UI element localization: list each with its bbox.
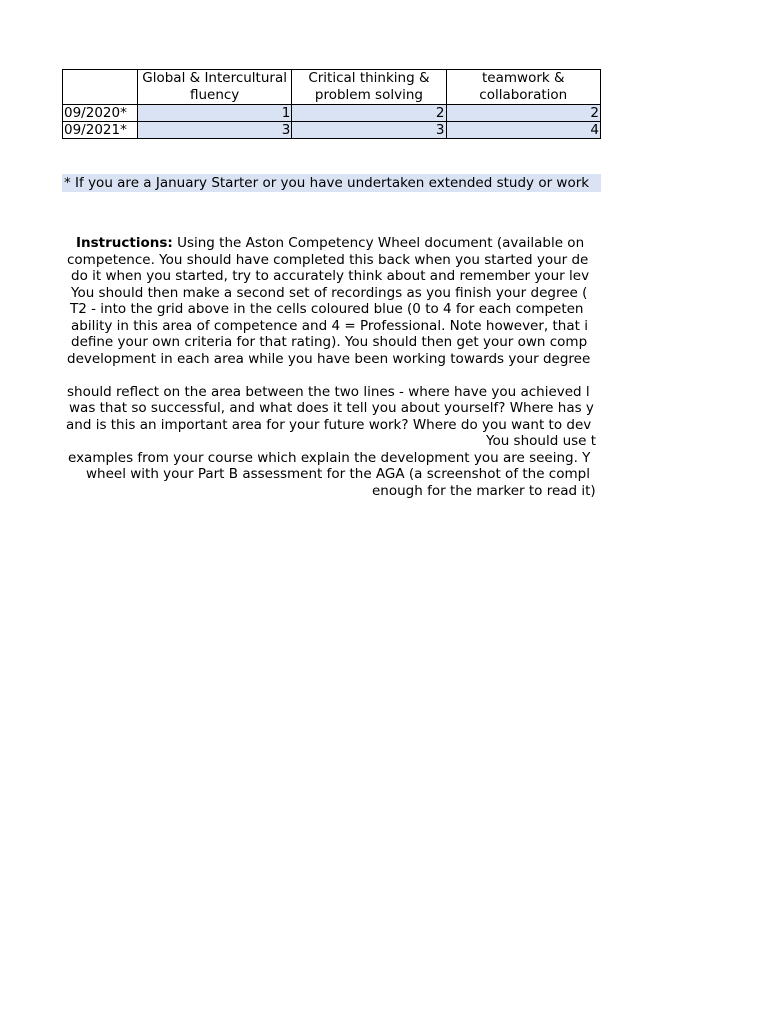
- header-cell-blank[interactable]: [63, 70, 138, 105]
- january-starter-note[interactable]: * If you are a January Starter or you have undertaken extended study or work: [62, 174, 601, 192]
- instructions-lead: Instructions:: [76, 235, 173, 251]
- instructions-line: ability in this area of competence and 4 = Professional. Note however, that i: [71, 317, 588, 334]
- value-cell-2021-global[interactable]: 3: [137, 122, 291, 139]
- instructions-line: define your own criteria for that rating). You should then get your own comp: [71, 334, 588, 350]
- instructions-line: was that so successful, and what does it tell you about yourself? Where has y: [69, 400, 594, 416]
- instructions-line: do it when you started, try to accurately think about and remember your lev: [71, 268, 590, 284]
- instructions-line: You should then make a second set of recordings as you finish your degree (: [71, 284, 588, 301]
- instructions-line: wheel with your Part B assessment for the AGA (a screenshot of the compl: [86, 466, 590, 482]
- value-cell-2021-teamwork[interactable]: 4: [446, 122, 600, 139]
- grid-header-row: [63, 70, 601, 105]
- header-cell-critical-thinking[interactable]: Critical thinking & problem solving: [292, 70, 446, 105]
- value-cell-2020-teamwork[interactable]: 2: [446, 105, 600, 122]
- instructions-line: enough for the marker to read it): [372, 482, 596, 499]
- grid-row-2020: [63, 105, 601, 122]
- instructions-line: should reflect on the area between the two lines - where have you achieved l: [67, 383, 590, 400]
- instructions-line: T2 - into the grid above in the cells coloured blue (0 to 4 for each competen: [70, 301, 584, 317]
- instructions-block[interactable]: [0, 235, 601, 499]
- instructions-line: development in each area while you have been working towards your degree: [67, 350, 591, 367]
- value-cell-2021-critical[interactable]: 3: [292, 122, 446, 139]
- row-label-2021[interactable]: 09/2021*: [63, 122, 138, 139]
- value-cell-2020-global[interactable]: 1: [137, 105, 291, 122]
- header-cell-teamwork[interactable]: teamwork & collaboration: [446, 70, 600, 105]
- competency-grid: [62, 69, 601, 139]
- grid-row-2021: [63, 122, 601, 139]
- instructions-line: examples from your course which explain the development you are seeing. Y: [68, 449, 591, 466]
- instructions-line: Using the Aston Competency Wheel document (available on: [172, 235, 585, 251]
- instructions-line: competence. You should have completed this back when you started your de: [67, 251, 589, 268]
- instructions-line: and is this an important area for your future work? Where do you want to dev: [66, 416, 592, 433]
- header-cell-global-fluency[interactable]: Global & Intercultural fluency: [137, 70, 291, 105]
- value-cell-2020-critical[interactable]: 2: [292, 105, 446, 122]
- row-label-2020[interactable]: 09/2020*: [63, 105, 138, 122]
- instructions-line: You should use t: [486, 433, 597, 449]
